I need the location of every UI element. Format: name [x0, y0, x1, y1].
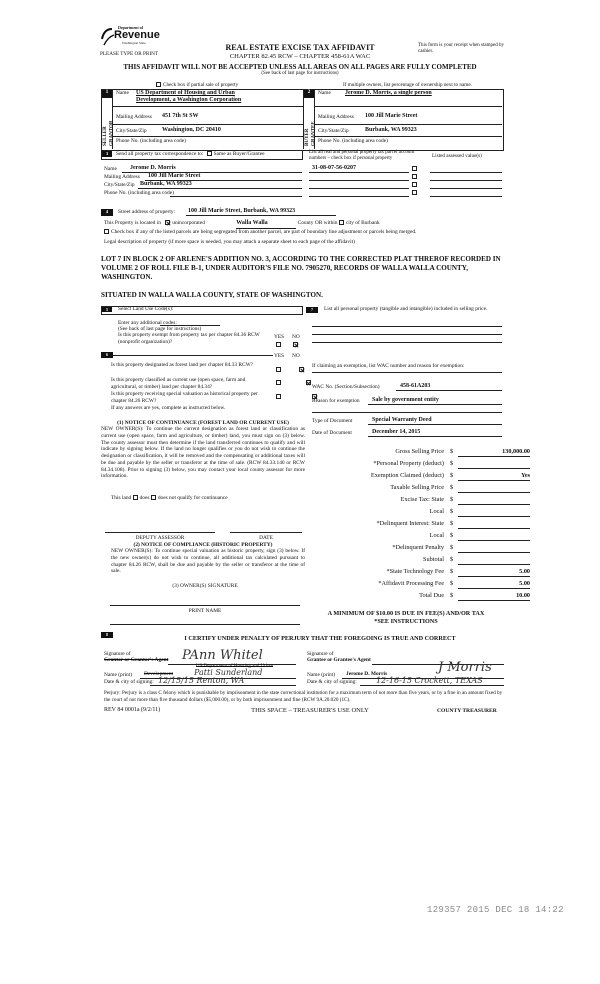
seller-address: 451 7th St SW: [162, 113, 199, 119]
buyer-phone-label: Phone No. (including area code): [318, 138, 388, 144]
land-use-heading: Select Land Use Code(s):: [118, 306, 174, 312]
qualify-row: This land does does not qualify for continuance: [111, 495, 228, 501]
unincorporated-checkbox[interactable]: [165, 220, 170, 225]
delinquent-penalty-row: *Delinquent Penalty $: [310, 544, 530, 554]
logo-state: Washington State: [122, 41, 146, 45]
section-5-badge: 5: [102, 307, 112, 312]
parcel-1-personal-checkbox[interactable]: [412, 166, 417, 171]
doc-type: Special Warranty Deed: [372, 417, 432, 423]
grantee-sig-label: Signature of: [307, 651, 334, 657]
grantor-sig-label2: Grantor or Grantor's Agent: [104, 657, 169, 663]
segregated-checkbox[interactable]: [104, 229, 109, 234]
gross-price: 130,000.00: [502, 448, 530, 455]
street-address: 100 Jill Marie Street, Burbank, WA 99323: [188, 208, 296, 214]
deputy-assessor-label: DEPUTY ASSESSOR: [135, 535, 185, 541]
perjury-text: Perjury: Perjury is a class C felony which is punishable by imprisonment in the state correctional institution for a maximum term of not more than five years, or by a fine in an amount fixed by the court of not more than five thousand dollars ($5,000.00), or by both imprisonment and fine (RCW 9A.20.020 (1C).: [104, 690, 503, 703]
grantee-sig-label2: Grantee or Grantee's Agent: [307, 657, 371, 663]
grantee-name-print: Jerome D. Morris: [346, 671, 388, 677]
delinquent-state-row: *Delinquent Interest: State $: [310, 520, 530, 530]
grantor-signature: PAnn Whitel: [182, 648, 263, 663]
partial-sale[interactable]: Check box if partial sale of property: [156, 82, 238, 89]
forest-q1-yes[interactable]: [276, 367, 281, 372]
exempt-no-label: NO: [292, 334, 300, 340]
exempt-yes-label: YES: [274, 334, 285, 340]
buyer-side-label: BUYER GRANTEE: [305, 121, 317, 146]
section-2-badge: 2: [304, 90, 314, 98]
owner-signature-label: (3) OWNER(S) SIGNATURE: [172, 583, 238, 589]
form-revision: REV 84 0001a (9/2/11): [104, 707, 161, 713]
section-1-badge: 1: [102, 90, 112, 98]
tax-address-label: Mailing Address: [104, 174, 140, 180]
deputy-date-label: DATE: [259, 535, 273, 541]
exempt-yes-checkbox[interactable]: [276, 342, 281, 347]
tax-city-label: City/State/Zip: [104, 182, 135, 188]
qualify-does-checkbox[interactable]: [133, 495, 138, 500]
property-location-row: This Property is located in unincorporated Walla Walla County OR within city of Burbank: [104, 220, 380, 229]
gross-price-row: Gross Selling Price $ 130,000.00: [395, 448, 530, 455]
personal-property-row: *Personal Property (deduct) $: [310, 460, 530, 470]
form-title: REAL ESTATE EXCISE TAX AFFIDAVIT: [225, 43, 375, 52]
forest-q2-no[interactable]: [306, 380, 311, 385]
delinquent-local-row: Local $: [310, 532, 530, 542]
form-warning: THIS AFFIDAVIT WILL NOT BE ACCEPTED UNLESS ALL AREAS ON ALL PAGES ARE FULLY COMPLETED: [123, 63, 477, 71]
county-treasurer: COUNTY TREASURER: [437, 708, 497, 714]
assessed-heading: Listed assessed value(s): [432, 153, 482, 159]
reason-label: Reason for exemption: [312, 398, 360, 404]
grantee-date-city: 12-16-15 Crockett, TEXAS: [376, 676, 483, 685]
affidavit-fee: 5.00: [519, 580, 530, 587]
situated-text: SITUATED IN WALLA WALLA COUNTY, STATE OF WASHINGTON.: [101, 291, 323, 299]
seller-name-line2: Development, a Washington Corporation: [136, 97, 242, 103]
exempt-question: Is this property exempt from property tax per chapter 84.36 RCW (nonprofit organization)?: [118, 332, 260, 345]
exempt-no-checkbox[interactable]: [293, 342, 298, 347]
exemption-claimed-row: Exemption Claimed (deduct) $ Yes: [370, 472, 530, 479]
notice2-title: (2) NOTICE OF COMPLIANCE (HISTORIC PROPERTY): [133, 542, 273, 548]
property-county: Walla Walla: [236, 220, 296, 229]
tax-address: 100 Jill Marie Street: [148, 173, 201, 179]
seller-name-line1: US Department of Housing and Urban: [136, 90, 235, 96]
parcel-2-personal-checkbox[interactable]: [412, 174, 417, 179]
receipt-note: This form is your receipt when stamped by cashier.: [418, 43, 504, 55]
tech-fee: 5.00: [519, 568, 530, 575]
seller-phone-label: Phone No. (including area code): [116, 138, 186, 144]
legal-description: LOT 7 IN BLOCK 2 OF ARLENE'S ADDITION NO. 3, ACCORDING TO THE CORRECTED PLAT THREROF RECORDED IN VOLUME 2 OF ROLL FILE B-1, UNDER AUDITOR'S FILE NO. 7905270, RECORDS OF WALLA WALLA COUNTY, WASHINGTON.: [101, 255, 501, 281]
logo-dept: Department of: [118, 25, 143, 30]
grantor-date-label: Date & city of signing:: [104, 679, 154, 685]
street-label: Street address of property:: [118, 209, 176, 215]
forest-yes-header: YES: [274, 353, 285, 359]
see-instructions: *SEE INSTRUCTIONS: [374, 618, 438, 625]
parcel-3-personal-checkbox[interactable]: [412, 182, 417, 187]
buyer-city: Burbank, WA 99323: [365, 127, 417, 133]
land-use-additional: Enter any additional codes:: [118, 320, 177, 326]
buyer-name: Jerome D. Morris, a single person: [345, 90, 432, 96]
forest-q1: Is this property designated as forest land per chapter 84.33 RCW?: [111, 362, 254, 368]
section-3-badge: 3: [102, 151, 112, 157]
parcel-4-personal-checkbox[interactable]: [412, 190, 417, 195]
forest-note: If any answers are yes, complete as instructed below.: [111, 405, 226, 411]
doc-date: December 14, 2015: [372, 429, 421, 435]
treasurer-space: THIS SPACE – TREASURER'S USE ONLY: [251, 707, 369, 714]
seller-address-label: Mailing Address: [116, 114, 152, 120]
qualify-does-not-checkbox[interactable]: [151, 495, 156, 500]
grantor-name-print-label: Name (print): [104, 672, 132, 678]
doc-date-label: Date of Document: [312, 430, 352, 436]
grantor-name-handwritten: Patti Sunderland: [194, 668, 263, 677]
section-4-badge: 4: [101, 209, 113, 216]
seller-city: Washington, DC 20410: [162, 127, 221, 133]
revenue-logo: [100, 25, 160, 47]
tax-phone-label: Phone No. (including area code): [104, 190, 174, 196]
multiple-owners-note: If multiple owners, list percentage of ownership next to name.: [343, 82, 472, 88]
wac-label: WAC No. (Section/Subsection): [312, 384, 380, 390]
buyer-city-label: City/State/Zip: [318, 128, 349, 134]
section-6-badge: 6: [101, 352, 113, 358]
print-name-label: PRINT NAME: [188, 608, 222, 614]
legal-label: Legal description of property (if more space is needed, you may attach a separate sheet to each page of the affidavit): [104, 239, 355, 245]
total-due: 10.00: [516, 592, 530, 599]
forest-q1-no[interactable]: [299, 367, 304, 372]
parcels-heading: List all real and personal property tax parcel account numbers – check box if personal property: [309, 150, 415, 162]
forest-q2-yes[interactable]: [276, 380, 281, 385]
city-checkbox[interactable]: [339, 220, 344, 225]
excise-local-row: Local $: [310, 508, 530, 518]
tax-name-label: Name: [104, 166, 117, 172]
section-7-badge: 7: [306, 307, 318, 313]
forest-q2: Is this property classified as current use (open space, farm and agricultural, or timber) land per chapter 84.34?: [111, 377, 246, 390]
segregated-row: Check box if any of the listed parcels are being segregated from another parcel, are part of boundary line adjustment or parcels being merged.: [104, 229, 416, 236]
print-note: PLEASE TYPE OR PRINT: [100, 51, 158, 57]
buyer-name-label: Name: [318, 90, 331, 96]
notice2-body: NEW OWNER(S): To continue special valuation as historic property, sign (3) below. If the new owner(s) do not wish to continue, all additional tax calculated pursuant to chapter 84.26 RCW, shall be due and payable by the seller or transferor at the time of sale.: [111, 548, 305, 575]
same-as-buyer-checkbox[interactable]: [207, 151, 212, 156]
subtotal-row: Subtotal $: [310, 556, 530, 566]
taxable-price-row: Taxable Selling Price $: [310, 484, 530, 494]
seller-side-label: SELLER GRANTOR: [103, 120, 115, 146]
recording-stamp: 129357 2015 DEC 18 14:22: [427, 905, 564, 915]
grantor-date-city: 12/15/15 Renton, WA: [158, 676, 245, 685]
exemption-claim-label: If claiming an exemption, list WAC number and reason for exemption:: [312, 363, 465, 369]
tax-name: Jerome D. Morris: [130, 165, 176, 171]
buyer-address: 100 Jill Marie Street: [365, 113, 418, 119]
tax-city: Burbank, WA 99323: [140, 181, 192, 187]
grantor-name-print: Development: [144, 671, 174, 677]
tech-fee-row: *State Technology Fee $ 5.00: [386, 568, 530, 575]
buyer-address-label: Mailing Address: [318, 114, 354, 120]
personal-property-heading: List all personal property (tangible and intangible) included in selling price.: [324, 306, 488, 312]
notice1-body: NEW OWNER(S): To continue the current designation as forest land or classification as current use (open space, farm and agriculture, or timber) land, you must sign on (3) below. The county assessor must then determine if the land transferred continues to qualify and will indicate by signing below. If the land no longer qualifies or you do not wish to continue the designation or classification, it will be removed and the compensating or additional taxes will be due and payable by the seller or transferor at the time of sale. (RCW 84.33.140 or RCW 84.34.108). Prior to signing (3) below, you may contact your local county assessor for more information.: [101, 426, 305, 480]
form-chapter: CHAPTER 82.45 RCW – CHAPTER 458-61A WAC: [229, 53, 371, 60]
grantee-date-label: Date & city of signing:: [307, 679, 357, 685]
exemption-reason: Sale by government entity: [372, 397, 439, 403]
grantor-entity-printed: US Department of Housing and Urban: [196, 664, 274, 669]
tax-correspondence-heading: Send all property tax correspondence to: Same as Buyer/Grantee: [116, 151, 265, 157]
see-back-note: (See back of last page for instructions): [261, 71, 339, 76]
forest-q3-yes[interactable]: [276, 394, 281, 399]
section-8-badge: 8: [101, 632, 113, 638]
excise-state-row: Excise Tax: State $: [310, 496, 530, 506]
partial-sale-checkbox[interactable]: [156, 82, 161, 87]
seller-city-label: City/State/Zip: [116, 128, 147, 134]
land-use-see-back: (See back of last page for instructions): [118, 326, 202, 332]
grantee-signature: J Morris: [438, 660, 492, 675]
total-due-row: Total Due $ 10.00: [419, 592, 530, 599]
exemption-claimed: Yes: [521, 472, 530, 479]
grantor-sig-label: Signature of: [104, 651, 131, 657]
notice1-title: (1) NOTICE OF CONTINUANCE (FOREST LAND OR CURRENT USE): [117, 420, 289, 426]
wac-number: 458-61A203: [400, 383, 431, 389]
affidavit-fee-row: *Affidavit Processing Fee $ 5.00: [378, 580, 530, 587]
minimum-note: A MINIMUM OF $10.00 IS DUE IN FEE(S) AND/OR TAX: [327, 610, 485, 617]
forest-no-header: NO: [292, 353, 300, 359]
forest-q3: Is this property receiving special valuation as historical property per chapter 84.26 RCW?: [111, 391, 258, 404]
grantee-name-print-label: Name (print): [307, 672, 335, 678]
parcel-1: 31-08-07-56-0207: [312, 165, 356, 171]
certification-statement: I CERTIFY UNDER PENALTY OF PERJURY THAT THE FOREGOING IS TRUE AND CORRECT: [184, 635, 456, 642]
seller-name-label: Name: [116, 90, 129, 96]
doc-type-label: Type of Document: [312, 418, 353, 424]
logo-name: Revenue: [114, 29, 160, 41]
